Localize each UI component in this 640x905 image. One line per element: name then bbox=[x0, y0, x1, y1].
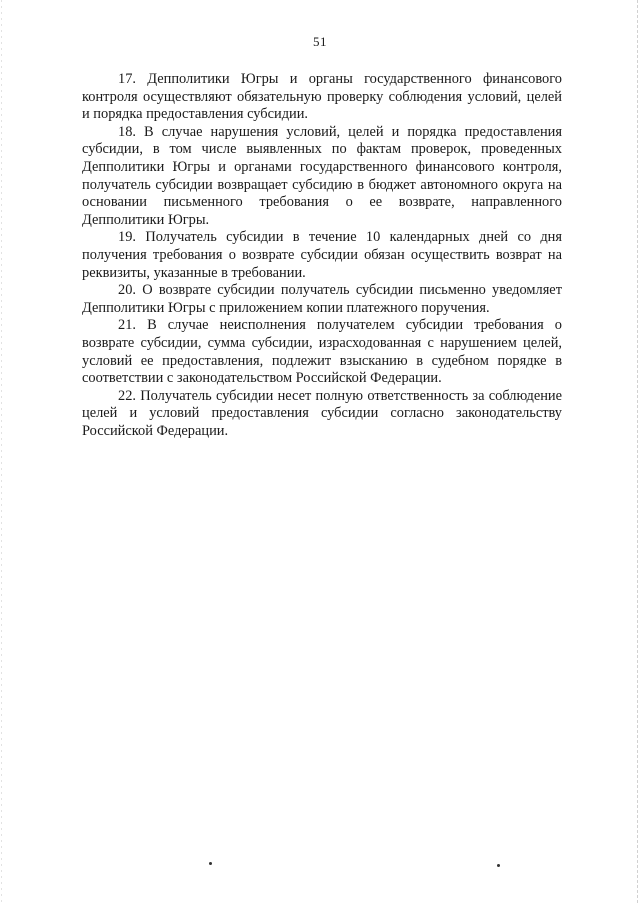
page-number: 51 bbox=[313, 34, 327, 49]
scan-speck bbox=[209, 862, 212, 865]
document-body bbox=[82, 71, 562, 440]
scan-edge-left bbox=[1, 0, 2, 905]
paragraph-18: 18. В случае нарушения условий, целей и порядка предоставления субсидии, в том числе выявленных по фактам проверок, проведенных Депполитики Югры и органами государственного финансового контроля, получатель субсидии возвращает субсидию в бюджет автономного округа на основании письменного требования о ее возврате, направленного Депполитики Югры. bbox=[82, 123, 562, 228]
paragraph-17: 17. Депполитики Югры и органы государственного финансового контроля осуществляют обязательную проверку соблюдения условий, целей и порядка предоставления субсидии. bbox=[82, 71, 562, 123]
scan-edge-right bbox=[637, 0, 638, 905]
paragraph-22: 22. Получатель субсидии несет полную ответственность за соблюдение целей и условий предоставления субсидии согласно законодательству Российской Федерации. bbox=[82, 387, 562, 439]
paragraph-19: 19. Получатель субсидии в течение 10 календарных дней со дня получения требования о возврате субсидии обязан осуществить возврат на реквизиты, указанные в требовании. bbox=[82, 229, 562, 281]
paragraph-21: 21. В случае неисполнения получателем субсидии требования о возврате субсидии, сумма субсидии, израсходованная с нарушением целей, условий ее предоставления, подлежит взысканию в судебном порядке в соответствии с законодательством Российской Федерации. bbox=[82, 317, 562, 387]
paragraph-20: 20. О возврате субсидии получатель субсидии письменно уведомляет Депполитики Югры с приложением копии платежного поручения. bbox=[82, 282, 562, 316]
scan-speck bbox=[497, 864, 500, 867]
